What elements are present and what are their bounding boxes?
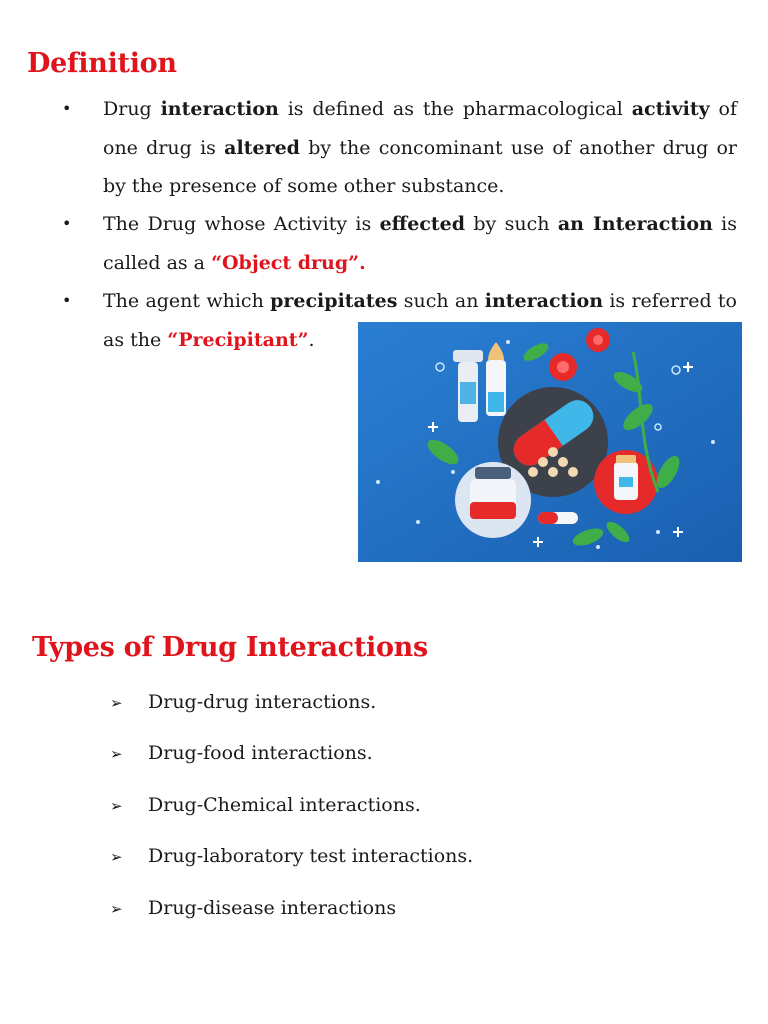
definition-bullet-1: Drug interaction is defined as the pharmacological activity of one drug is altered by the concominant use of another drug or by the presence of some other substance. [103,98,738,197]
definition-heading: Definition [27,48,177,79]
definition-bullet-2: The Drug whose Activity is effected by such an Interaction is called as a “Object drug”. [103,213,737,274]
arrow-bullet-icon: ➢ [110,694,123,712]
bullet-marker: • [62,214,72,233]
definition-bullet-3: The agent which precipitates such an interaction is referred to as the “Precipitant”. [103,290,737,351]
bullet-marker: • [62,291,72,310]
list-item: ➢ Drug-disease interactions [110,895,396,921]
list-item: ➢ Drug-Chemical interactions. [110,792,421,818]
arrow-bullet-icon: ➢ [110,797,123,815]
arrow-bullet-icon: ➢ [110,848,123,866]
list-item: ➢ Drug-drug interactions. [110,689,376,715]
list-item: ➢ Drug-laboratory test interactions. [110,843,473,869]
list-item: ➢ Drug-food interactions. [110,740,373,766]
arrow-bullet-icon: ➢ [110,745,123,763]
medicine-illustration-icon [358,322,742,562]
arrow-bullet-icon: ➢ [110,900,123,918]
bullet-marker: • [62,99,72,118]
types-heading: Types of Drug Interactions [32,632,428,663]
